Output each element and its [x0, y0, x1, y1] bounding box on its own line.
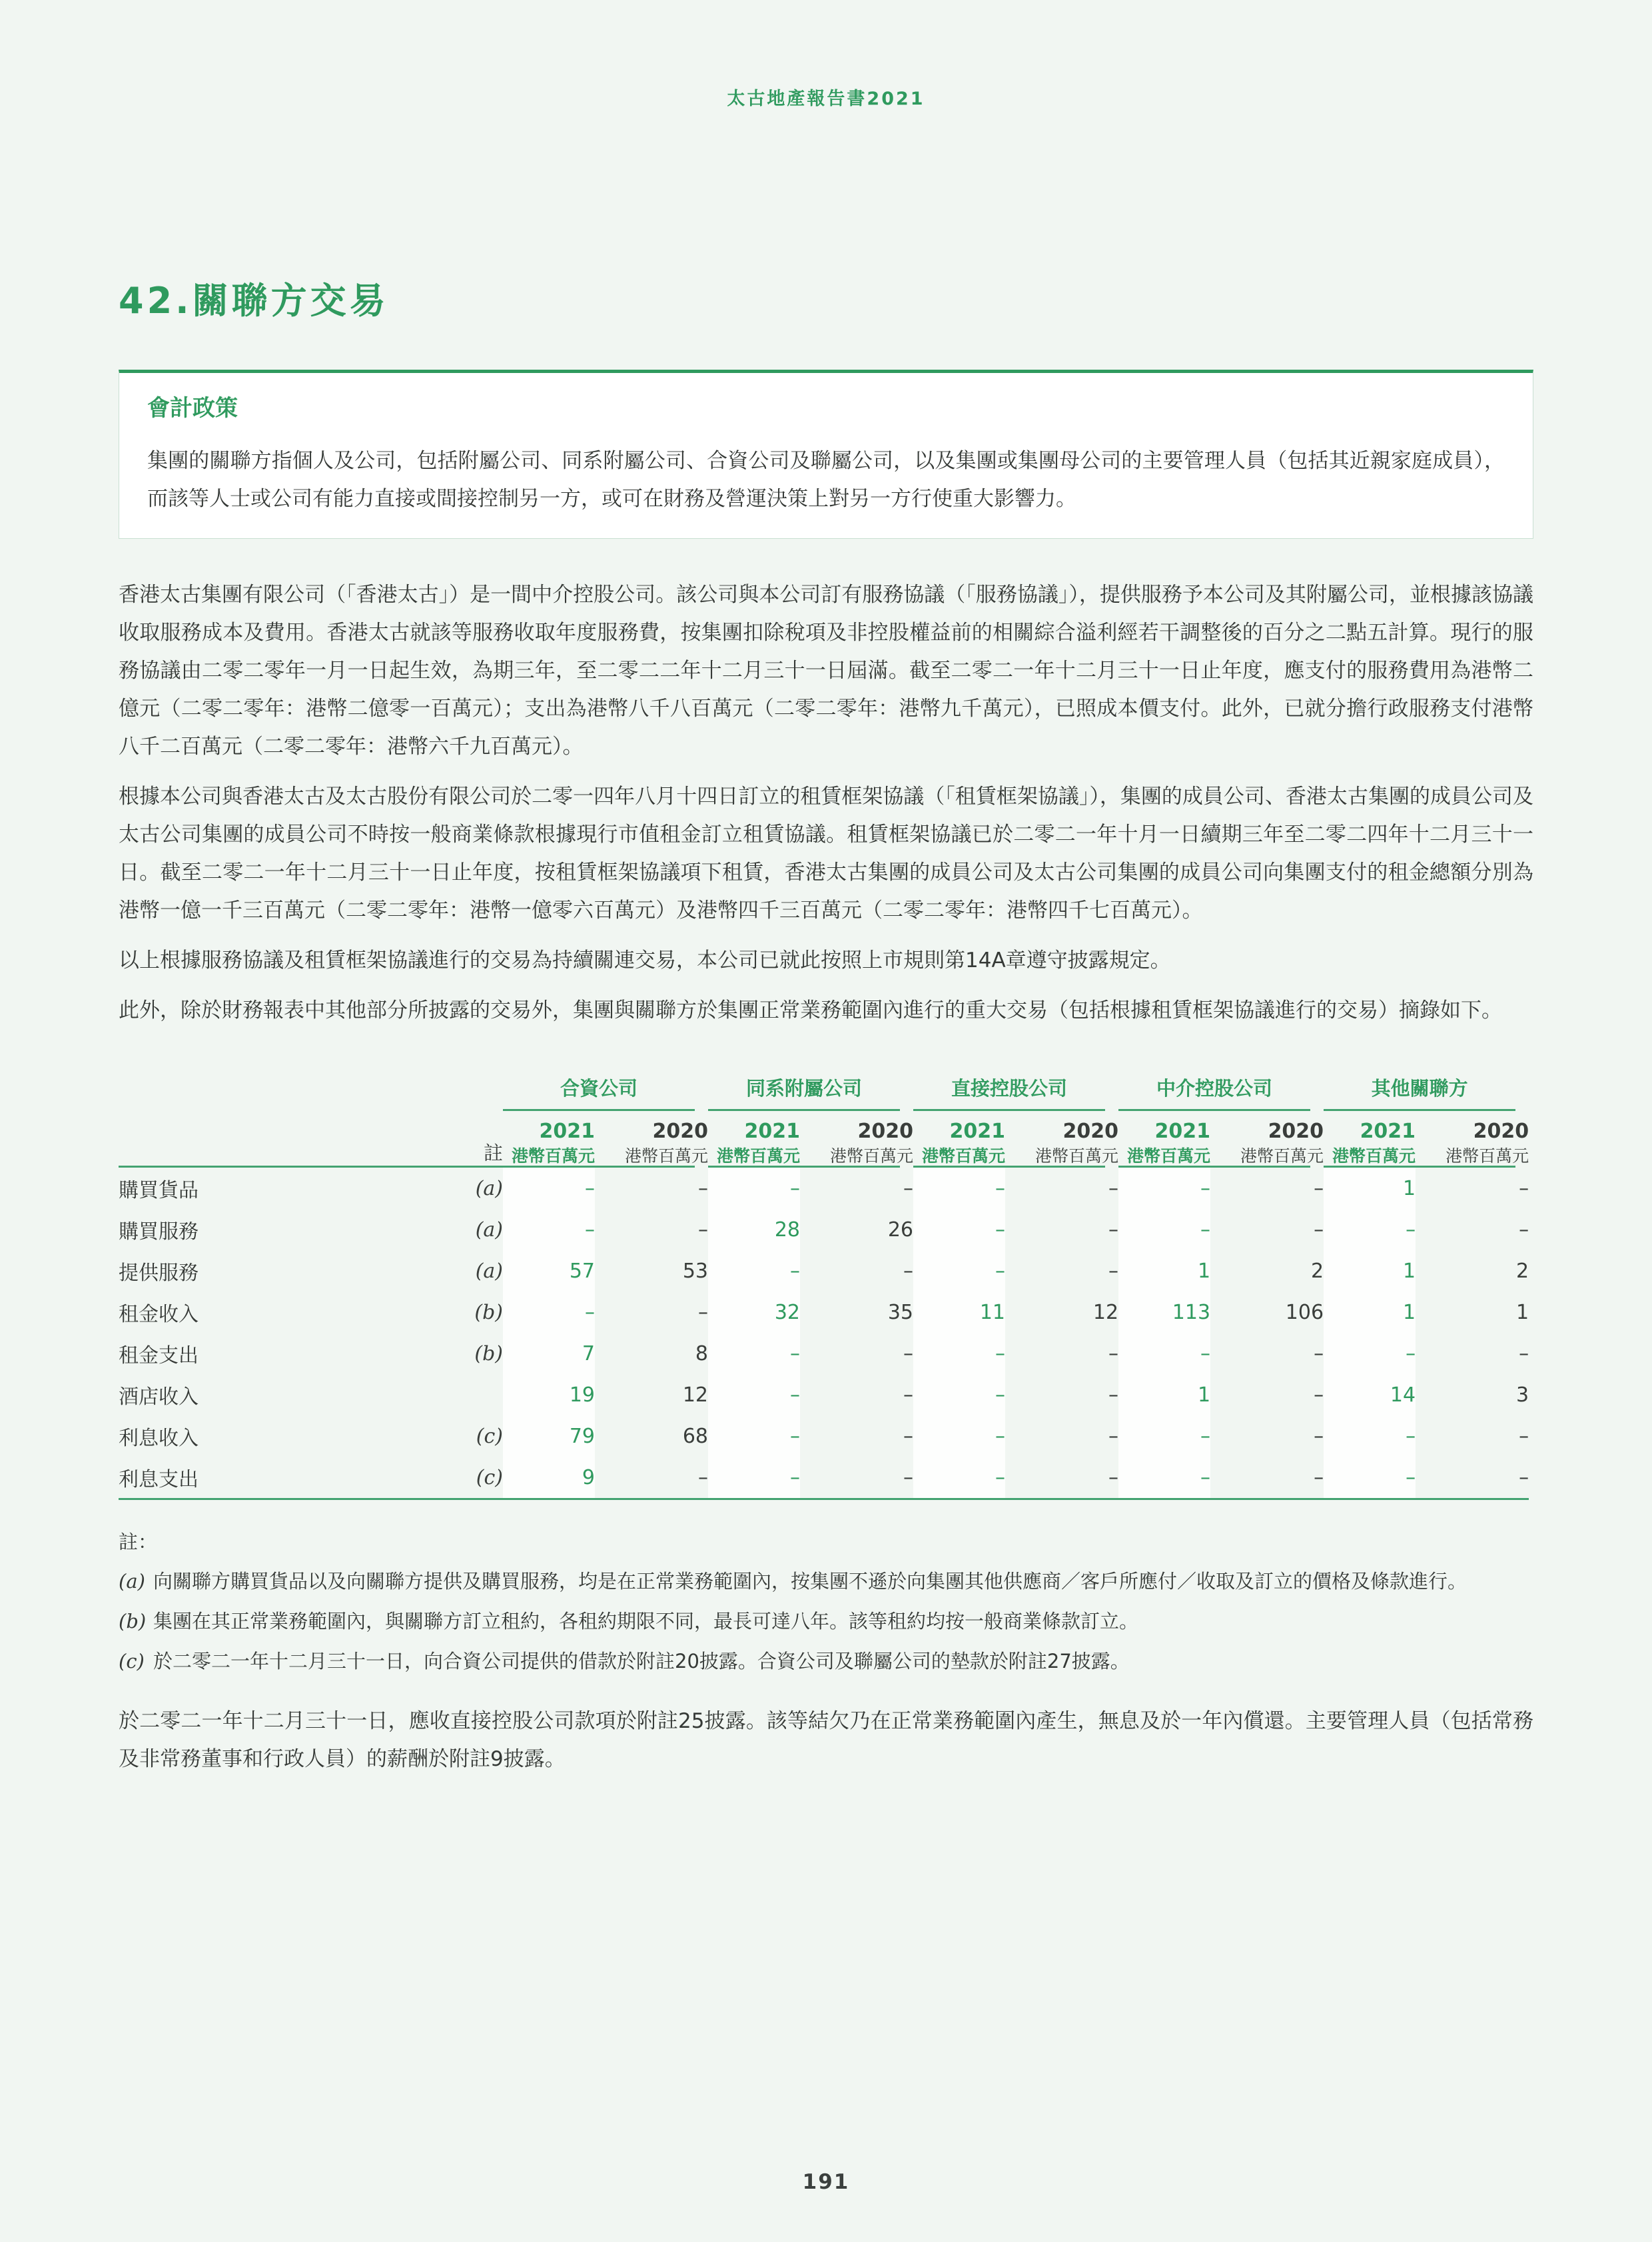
value-cell: 35 [887, 1300, 914, 1324]
table-row [119, 1292, 1529, 1333]
value-cell: – [903, 1259, 914, 1283]
unit-label: 港幣百萬元 [717, 1146, 801, 1166]
value-cell: 11 [913, 1292, 1005, 1333]
value-cell: – [1108, 1424, 1119, 1448]
value-cell: – [903, 1341, 914, 1365]
year-label: 2020 [1473, 1120, 1529, 1143]
unit-label: 港幣百萬元 [1332, 1146, 1416, 1166]
year-label: 2021 [949, 1120, 1006, 1143]
value-cell: – [903, 1176, 914, 1200]
value-cell: 1 [1118, 1374, 1210, 1415]
value-cell: – [708, 1168, 800, 1209]
unit-label: 港幣百萬元 [1035, 1146, 1119, 1166]
group-header-0: 合資公司 [503, 1074, 695, 1111]
value-cell: – [903, 1383, 914, 1407]
unit-label: 港幣百萬元 [625, 1146, 709, 1166]
note-marker-b: (b) [119, 1610, 147, 1633]
value-cell: – [1005, 1457, 1118, 1499]
value-cell: 28 [708, 1209, 800, 1250]
table-row [119, 1333, 1529, 1374]
note-item-c [119, 1644, 1533, 1679]
row-note-ref: (a) [475, 1259, 503, 1283]
year-label: 2021 [1154, 1120, 1211, 1143]
value-cell: – [1108, 1383, 1119, 1407]
value-cell: – [1118, 1457, 1210, 1499]
paragraph-lease-framework: 根據本公司與香港太古及太古股份有限公司於二零一四年八月十四日訂立的租賃框架協議（「租賃框架協議」），集團的成員公司、香港太古集團的成員公司及太古公司集團的成員公司不時按一般商業條款根據現行市值租金訂立租賃協議。租賃框架協議已於二零二一年十月一日續期三年至二零二四年十二月三十一日。截至二零二一年十二月三十一日止年度，按租賃框架協議項下租賃，香港太古集團的成員公司及太古公司集團的成員公司向集團支付的租金總額分別為港幣一億一千三百萬元（二零二零年：港幣一億零六百萬元）及港幣四千三百萬元（二零二零年：港幣四千七百萬元）。 [119, 785, 1533, 923]
table-row [119, 1415, 1529, 1457]
unit-label: 港幣百萬元 [830, 1146, 914, 1166]
note-item-a [119, 1564, 1533, 1599]
year-header-cell [595, 1111, 708, 1166]
table-corner-cell [119, 1072, 503, 1111]
value-cell: – [913, 1168, 1005, 1209]
unit-label: 港幣百萬元 [922, 1146, 1006, 1166]
value-cell: – [1118, 1168, 1210, 1209]
table-row [119, 1374, 1529, 1415]
closing-paragraph: 於二零二一年十二月三十一日，應收直接控股公司款項於附註25披露。該等結欠乃在正常業務範圍內產生，無息及於一年內償還。主要管理人員（包括常務及非常務董事和行政人員）的薪酬於附註9披露。 [119, 1709, 1533, 1771]
row-note-ref: (a) [475, 1218, 503, 1242]
value-cell: – [1519, 1341, 1529, 1365]
value-cell: – [1314, 1424, 1324, 1448]
year-header-cell [913, 1111, 1005, 1166]
row-note-ref [425, 1374, 503, 1415]
group-header-cell [1324, 1072, 1529, 1111]
value-cell: – [1314, 1341, 1324, 1365]
year-label: 2020 [652, 1120, 709, 1143]
row-note-ref: (c) [476, 1424, 503, 1448]
note-column-header: 註 [483, 1142, 503, 1164]
value-cell: 14 [1324, 1374, 1416, 1415]
row-label: 提供服務 [119, 1262, 199, 1285]
table-row [119, 1250, 1529, 1292]
value-cell: – [1519, 1424, 1529, 1448]
table-row [119, 1168, 1529, 1209]
table-row [119, 1457, 1529, 1499]
notes-section [119, 1525, 1533, 1679]
value-cell: 12 [682, 1383, 709, 1407]
value-cell: – [698, 1176, 709, 1200]
group-header-4: 其他關聯方 [1324, 1074, 1515, 1111]
note-text-a: 向關聯方購買貨品以及向關聯方提供及購買服務，均是在正常業務範圍內，按集團不遜於向集團其他供應商／客戶所應付／收取及訂立的價格及條款進行。 [153, 1570, 1467, 1593]
value-cell: – [595, 1457, 708, 1499]
row-note-ref: (b) [474, 1341, 503, 1365]
value-cell: 68 [682, 1424, 709, 1448]
value-cell: – [1314, 1218, 1324, 1242]
value-cell: – [1118, 1415, 1210, 1457]
year-header-cell [503, 1111, 595, 1166]
notes-heading: 註： [119, 1531, 158, 1553]
group-header-cell [913, 1072, 1118, 1111]
policy-box-title: 會計政策 [147, 395, 238, 422]
value-cell: 1 [1515, 1300, 1529, 1324]
related-party-table [119, 1072, 1529, 1500]
value-cell: 9 [503, 1457, 595, 1499]
value-cell: 106 [1285, 1300, 1324, 1324]
body-paragraphs [119, 576, 1533, 1030]
group-header-1: 同系附屬公司 [708, 1074, 900, 1111]
note-marker-c: (c) [119, 1650, 145, 1673]
paragraph-service-agreement: 香港太古集團有限公司（「香港太古」）是一間中介控股公司。該公司與本公司訂有服務協議（「服務協議」），提供服務予本公司及其附屬公司，並根據該協議收取服務成本及費用。香港太古就該等服務收取年度服務費，按集團扣除稅項及非控股權益前的相關綜合溢利經若干調整後的百分之二點五計算。現行的服務協議由二零二零年一月一日起生效，為期三年，至二零二二年十二月三十一日屆滿。截至二零二一年十二月三十一日止年度，應支付的服務費用為港幣二億元（二零二零年：港幣二億零一百萬元）；支出為港幣八千八百萬元（二零二零年：港幣九千萬元），已照成本價支付。此外，已就分擔行政服務支付港幣八千二百萬元（二零二零年：港幣六千九百萬元）。 [119, 583, 1533, 759]
value-cell: – [1324, 1457, 1416, 1499]
value-cell: – [1519, 1176, 1529, 1200]
value-cell: 12 [1092, 1300, 1119, 1324]
paragraph-listing-rules: 以上根據服務協議及租賃框架協議進行的交易為持續關連交易，本公司已就此按照上市規則第14A章遵守披露規定。 [119, 948, 1171, 972]
value-cell: 26 [887, 1218, 914, 1242]
row-label: 租金收入 [119, 1303, 199, 1326]
row-label: 利息支出 [119, 1457, 425, 1499]
unit-label: 港幣百萬元 [1446, 1146, 1529, 1166]
unit-label: 港幣百萬元 [1240, 1146, 1324, 1166]
value-cell: 1 [1324, 1168, 1416, 1209]
value-cell: – [1210, 1457, 1324, 1499]
value-cell: – [708, 1415, 800, 1457]
value-cell: – [913, 1333, 1005, 1374]
value-cell: – [913, 1250, 1005, 1292]
row-label: 酒店收入 [119, 1385, 199, 1409]
year-header-cell [1210, 1111, 1324, 1166]
value-cell: – [1416, 1457, 1529, 1499]
group-header-3: 中介控股公司 [1118, 1074, 1310, 1111]
year-label: 2020 [1268, 1120, 1324, 1143]
value-cell: – [503, 1168, 595, 1209]
value-cell: – [800, 1457, 913, 1499]
value-cell: – [503, 1209, 595, 1250]
value-cell: – [1314, 1176, 1324, 1200]
year-header-cell [1416, 1111, 1529, 1166]
row-label: 購買貨品 [119, 1179, 199, 1202]
value-cell: 8 [695, 1341, 709, 1365]
value-cell: – [698, 1300, 709, 1324]
group-header-cell [1118, 1072, 1324, 1111]
page-content [119, 0, 1533, 1799]
row-label: 利息收入 [119, 1427, 199, 1450]
value-cell: – [1108, 1176, 1119, 1200]
value-cell: – [708, 1250, 800, 1292]
group-header-cell [503, 1072, 708, 1111]
value-cell: 1 [1324, 1250, 1416, 1292]
value-cell: – [708, 1333, 800, 1374]
running-header: 太古地產報告書2021 [727, 89, 925, 109]
value-cell: – [913, 1457, 1005, 1499]
year-label: 2021 [744, 1120, 801, 1143]
value-cell: – [1108, 1218, 1119, 1242]
value-cell: 2 [1310, 1259, 1324, 1283]
value-cell: – [1519, 1218, 1529, 1242]
value-cell: 113 [1118, 1292, 1210, 1333]
value-cell: 1 [1118, 1250, 1210, 1292]
value-cell: 19 [503, 1374, 595, 1415]
value-cell: 7 [503, 1333, 595, 1374]
accounting-policy-box [119, 370, 1533, 539]
year-label: 2021 [539, 1120, 595, 1143]
value-cell: – [1324, 1209, 1416, 1250]
value-cell: – [913, 1209, 1005, 1250]
value-cell: – [1324, 1415, 1416, 1457]
value-cell: – [698, 1218, 709, 1242]
year-label: 2020 [1062, 1120, 1119, 1143]
value-cell: 53 [682, 1259, 709, 1283]
group-header-2: 直接控股公司 [913, 1074, 1105, 1111]
value-cell: 2 [1515, 1259, 1529, 1283]
year-header-cell [1118, 1111, 1210, 1166]
row-note-ref: (b) [474, 1300, 503, 1324]
year-label: 2021 [1360, 1120, 1416, 1143]
value-cell: – [1118, 1209, 1210, 1250]
value-cell: 32 [708, 1292, 800, 1333]
table-row [119, 1209, 1529, 1250]
value-cell: – [708, 1374, 800, 1415]
row-label: 購買服務 [119, 1220, 199, 1244]
paragraph-table-intro: 此外，除於財務報表中其他部分所披露的交易外，集團與關聯方於集團正常業務範圍內進行的重大交易（包括根據租賃框架協議進行的交易）摘錄如下。 [119, 998, 1502, 1022]
unit-label: 港幣百萬元 [1127, 1146, 1211, 1166]
value-cell: – [1314, 1383, 1324, 1407]
value-cell: – [1118, 1333, 1210, 1374]
unit-label: 港幣百萬元 [511, 1146, 595, 1166]
value-cell: 79 [503, 1415, 595, 1457]
value-cell: – [913, 1415, 1005, 1457]
year-header-cell [800, 1111, 913, 1166]
year-header-cell [1005, 1111, 1118, 1166]
page-number: 191 [802, 2170, 850, 2194]
value-cell: 57 [503, 1250, 595, 1292]
row-note-ref: (a) [475, 1176, 503, 1200]
policy-box-body: 集團的關聯方指個人及公司，包括附屬公司、同系附屬公司、合資公司及聯屬公司，以及集團或集團母公司的主要管理人員（包括其近親家庭成員），而該等人士或公司有能力直接或間接控制另一方，或可在財務及營運決策上對另一方行使重大影響力。 [147, 449, 1505, 511]
value-cell: – [1324, 1333, 1416, 1374]
note-text-b: 集團在其正常業務範圍內，與關聯方訂立租約，各租約期限不同，最長可達八年。該等租約均按一般商業條款訂立。 [153, 1610, 1139, 1633]
value-cell: – [1108, 1341, 1119, 1365]
value-cell: 3 [1515, 1383, 1529, 1407]
year-label: 2020 [857, 1120, 914, 1143]
section-title: 42.關聯方交易 [119, 280, 389, 322]
year-header-cell [708, 1111, 800, 1166]
group-header-cell [708, 1072, 913, 1111]
row-note-ref: (c) [425, 1457, 503, 1499]
value-cell: – [708, 1457, 800, 1499]
value-cell: – [903, 1424, 914, 1448]
value-cell: – [1108, 1259, 1119, 1283]
year-header-cell [1324, 1111, 1416, 1166]
value-cell: – [913, 1374, 1005, 1415]
note-text-c: 於二零二一年十二月三十一日，向合資公司提供的借款於附註20披露。合資公司及聯屬公司的墊款於附註27披露。 [153, 1650, 1130, 1673]
note-marker-a: (a) [119, 1570, 145, 1593]
value-cell: 1 [1324, 1292, 1416, 1333]
row-label: 租金支出 [119, 1344, 199, 1367]
value-cell: – [503, 1292, 595, 1333]
note-item-b [119, 1604, 1533, 1639]
